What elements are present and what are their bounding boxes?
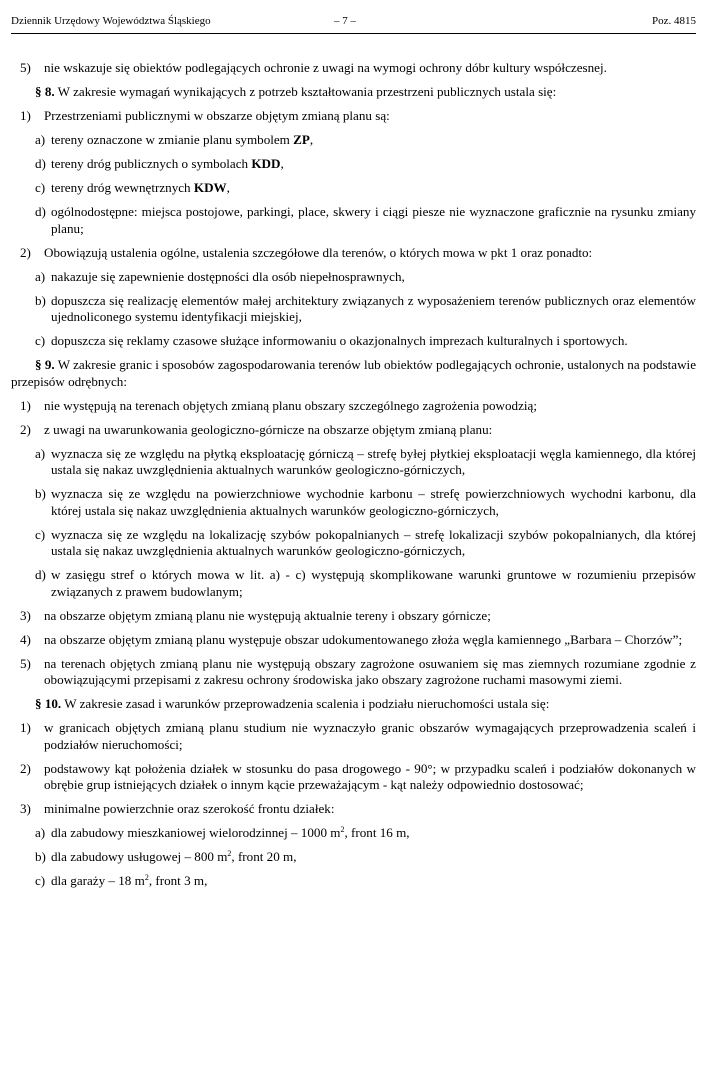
item-text [51,156,696,173]
item-number: b) [35,849,46,864]
item-text-main: wyznacza się ze względu na płytką eksploatację górniczą – strefę byłej płytkiej eksploatacji węgla kamiennego, dla której ustala się nakaz uwzględnienia aktualnych warunków geologiczno-górniczych, [51,445,696,477]
superscript: 2 [227,849,232,858]
section-number: § 8. [35,84,55,99]
item-number: d) [35,204,46,219]
item-text-tail: , front 3 m, [148,873,208,888]
item-text-main: wyznacza się ze względu na powierzchniowe wychodnie karbonu – strefę powierzchniowych wychodni karbonu, dla której ustala się nakaz uwzględnienia aktualnych warunków geologiczno-górniczych, [51,486,696,518]
item-text [44,632,696,649]
item-text-main: podstawowy kąt położenia działek w stosunku do pasa drogowego - 90°; w przypadku scaleń i podziałów dokonanych w obrębie grup istniejących działek o innym kącie przeważającym - kąt należy odpowiednio dostosować; [44,760,696,792]
item-text-main: dla zabudowy mieszkaniowej wielorodzinnej – 1000 m [51,825,341,840]
item-number: 3) [20,801,31,816]
superscript: 2 [340,825,345,834]
list-item [20,60,696,77]
item-text [51,204,696,237]
item-text [44,245,696,262]
sub-list-item [35,873,696,890]
item-symbol: KDW [193,180,227,195]
item-text-main: na terenach objętych zmianą planu nie występują obszary zagrożone osuwaniem się mas ziemnych rozumiane zgodnie z obowiązującymi przepisami z zakresu ochrony środowiska jako obszary zagrożone ruchami masowymi ziemi. [44,655,696,687]
item-text [44,801,696,818]
item-text [44,422,696,439]
item-text [51,333,696,350]
page-number: – 7 – [334,15,356,27]
list-item [20,398,696,415]
item-text-main: w granicach objętych zmianą planu studium nie wyznaczyło granic obszarów wymagających przeprowadzenia scaleń i podziałów nieruchomości; [44,720,696,752]
sub-list-item [35,180,696,197]
list-item [20,656,696,689]
item-text-main: minimalne powierzchnie oraz szerokość frontu działek: [44,801,335,816]
list-item [20,720,696,753]
section-text: W zakresie granic i sposobów zagospodarowania terenów lub obiektów podlegających ochronie, ustalonych na podstawie przepisów odrębnych: [11,357,697,389]
item-number: 5) [20,655,31,671]
item-number: d) [35,567,46,582]
sub-list-item [35,156,696,173]
item-text [51,567,696,600]
item-text [51,527,696,560]
item-number: 2) [20,421,31,437]
item-text [44,398,696,415]
item-number: c) [35,333,46,348]
item-number: a) [35,268,46,284]
item-text-tail: , [226,180,230,195]
item-text-main: tereny dróg publicznych o symbolach [51,156,252,171]
item-text-main: na obszarze objętym zmianą planu występuje obszar udokumentowanego złoża węgla kamiennego „Barbara – Chorzów”; [44,631,683,647]
item-number: a) [35,825,46,840]
item-number: 1) [20,720,31,735]
item-symbol: KDD [251,156,281,171]
item-text [51,849,696,866]
item-text-tail: , [309,132,314,147]
item-text-main: nie wskazuje się obiektów podlegających ochronie z uwagi na wymogi ochrony dóbr kultury współczesnej. [44,60,607,75]
item-number: 5) [20,60,31,75]
page-header [11,15,696,34]
item-text [51,132,696,149]
item-text [44,108,696,125]
item-text [51,293,696,326]
item-text [51,269,696,286]
item-text-main: Obowiązują ustalenia ogólne, ustalenia szczegółowe dla terenów, o których mowa w pkt 1 oraz ponadto: [44,244,593,260]
list-item [20,608,696,625]
item-text [44,656,696,689]
sub-list-item [35,825,696,842]
section-text: W zakresie wymagań wynikających z potrzeb kształtowania przestrzeni publicznych ustala się: [54,84,557,99]
sub-list-item [35,269,696,286]
item-symbol: ZP [293,132,310,147]
item-text [44,761,696,794]
item-text-main: tereny oznaczone w zmianie planu symbolem [51,132,294,147]
section-paragraph [11,84,696,101]
sub-list-item [35,446,696,479]
item-text-main: na obszarze objętym zmianą planu nie występują aktualnie tereny i obszary górnicze; [44,607,491,623]
item-text [44,60,696,77]
item-text-main: dla garaży – 18 m [51,873,145,888]
item-number: c) [35,526,46,542]
item-number: a) [35,132,46,147]
item-text [51,486,696,519]
journal-title: Dziennik Urzędowy Województwa Śląskiego [11,15,211,27]
item-text-main: dopuszcza się realizację elementów małej architektury związanych z wyposażeniem terenów publicznych oraz elementów ujednoliconego systemu identyfikacji miejskiej, [51,292,696,324]
item-text [44,608,696,625]
section-number: § 9. [35,357,55,372]
position-number: Poz. 4815 [652,15,696,27]
item-number: 2) [20,760,31,776]
sub-list-item [35,132,696,149]
section-number: § 10. [35,696,62,711]
list-item [20,422,696,439]
section-paragraph [11,696,696,713]
item-number: b) [35,486,46,501]
section-text: W zakresie zasad i warunków przeprowadzenia scalenia i podziału nieruchomości ustala się: [61,696,550,711]
item-number: 4) [20,631,31,647]
item-text-tail: , [280,156,284,171]
item-number: c) [35,180,46,195]
item-text-tail: , front 16 m, [344,825,410,840]
item-number: 3) [20,607,31,623]
item-text [51,825,696,842]
item-text-main: tereny dróg wewnętrznych [51,180,194,195]
item-text-main: ogólnodostępne: miejsca postojowe, parkingi, place, skwery i ciągi piesze nie wyznaczone graficznie na rysunku zmiany planu; [51,204,696,236]
item-text [44,720,696,753]
document-body [11,60,696,890]
sub-list-item [35,567,696,600]
list-item [20,801,696,818]
item-text-main: Przestrzeniami publicznymi w obszarze objętym zmianą planu są: [44,108,390,123]
item-text-tail: , front 20 m, [231,849,297,864]
item-text-main: wyznacza się ze względu na lokalizację szybów pokopalnianych – strefę lokalizacji szybów pokopalnianych, dla której ustala się nakaz uwzględnienia aktualnych warunków geologiczno-górniczych, [51,526,696,558]
list-item [20,632,696,649]
item-text-main: dopuszcza się reklamy czasowe służące informowaniu o okazjonalnych imprezach kulturalnych i sportowych. [51,333,628,348]
superscript: 2 [144,873,149,882]
item-number: 2) [20,244,31,260]
item-text [51,180,696,197]
list-item [20,761,696,794]
sub-list-item [35,849,696,866]
item-number: b) [35,292,46,308]
item-text [51,446,696,479]
item-text-main: nakazuje się zapewnienie dostępności dla osób niepełnosprawnych, [51,268,405,284]
list-item [20,245,696,262]
sub-list-item [35,333,696,350]
item-number: c) [35,873,46,888]
list-item [20,108,696,125]
item-text-main: z uwagi na uwarunkowania geologiczno-górnicze na obszarze objętym zmianą planu: [44,421,493,437]
sub-list-item [35,293,696,326]
item-text-main: nie występują na terenach objętych zmianą planu obszary szczególnego zagrożenia powodzią; [44,397,537,413]
section-paragraph [11,357,696,390]
item-number: d) [35,156,46,171]
item-text-main: dla zabudowy usługowej – 800 m [51,849,228,864]
item-number: a) [35,445,46,461]
sub-list-item [35,527,696,560]
item-number: 1) [20,108,31,123]
item-number: 1) [20,397,31,413]
item-text-main: w zasięgu stref o których mowa w lit. a) - c) występują skomplikowane warunki gruntowe w rozumieniu przepisów związanych z prawem budowlanym; [51,567,696,599]
item-text [51,873,696,890]
sub-list-item [35,204,696,237]
sub-list-item [35,486,696,519]
